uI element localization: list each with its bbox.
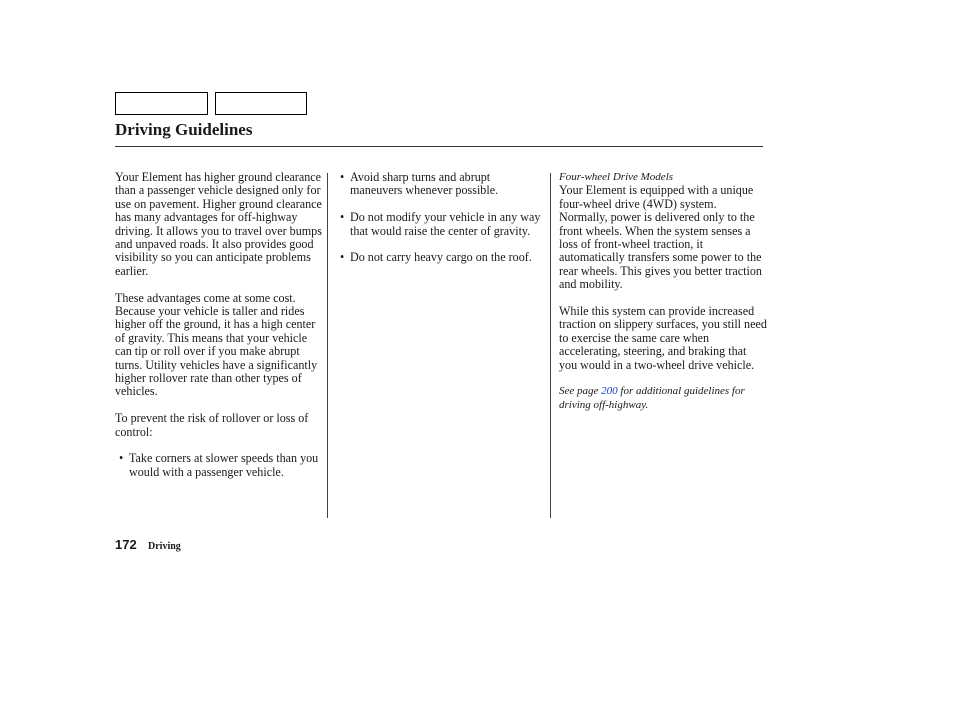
- list-item: [340, 171, 542, 198]
- ground-clearance-paragraph: Your Element has higher ground clearance than a passenger vehicle designed only for use on pavement. Higher ground clearance has many advantages for off-highway driving. It allows you to travel over bumps and unpaved roads. It also provides good visibility so you can anticipate problems earlier.: [115, 170, 322, 278]
- header-tab-box-left: [115, 92, 208, 115]
- advantages-cost-paragraph: These advantages come at some cost. Because your vehicle is taller and rides higher off the ground, it has a high center of gravity. This means that your vehicle can tip or roll over if you make abrupt turns. Utility vehicles have a significantly higher rollover rate than other types of vehicles.: [115, 290, 318, 399]
- traction-care-paragraph: While this system can provide increased traction on slippery surfaces, you still need to exercise the same care when accelerating, steering, and braking that you would in a two-wheel drive vehicle.: [559, 304, 767, 372]
- list-item: [340, 211, 542, 238]
- bullet-icon: •: [340, 250, 345, 265]
- column-divider: [327, 173, 328, 518]
- bullet-text: Do not carry heavy cargo on the roof.: [350, 250, 532, 265]
- list-item: [115, 452, 325, 479]
- column-right: [559, 171, 767, 426]
- page-title: Driving Guidelines: [115, 120, 253, 139]
- list-item: [340, 251, 542, 264]
- four-wheel-drive-subheading: Four-wheel Drive Models: [559, 171, 674, 183]
- see-page-note: [559, 385, 767, 412]
- rollover-intro-paragraph: To prevent the risk of rollover or loss of control:: [115, 411, 309, 439]
- note-text-before: See page: [559, 385, 602, 398]
- bullet-text: Do not modify your vehicle in any way that would raise the center of gravity.: [350, 210, 541, 238]
- header-tab-box-right: [215, 92, 307, 115]
- bullet-text: Take corners at slower speeds than you would with a passenger vehicle.: [129, 451, 319, 479]
- column-middle: [340, 171, 542, 278]
- column-left: [115, 171, 325, 493]
- four-wheel-drive-paragraph: Your Element is equipped with a unique four-wheel drive (4WD) system. Normally, power is delivered only to the front wheels. When the system senses a loss of front-wheel traction, it automatically transfers some power to the rear wheels. This gives you better traction and mobility.: [559, 183, 762, 292]
- bullet-icon: •: [119, 451, 124, 466]
- section-name: Driving: [148, 541, 181, 552]
- page-number: 172: [115, 537, 137, 552]
- title-divider: [115, 146, 763, 147]
- column-divider: [550, 173, 551, 518]
- note-text-after: for additional guidelines for driving off-highway.: [559, 385, 745, 411]
- bullet-icon: •: [340, 210, 345, 225]
- page-200-link[interactable]: 200: [601, 385, 618, 398]
- bullet-text: Avoid sharp turns and abrupt maneuvers whenever possible.: [350, 170, 499, 198]
- bullet-icon: •: [340, 170, 345, 184]
